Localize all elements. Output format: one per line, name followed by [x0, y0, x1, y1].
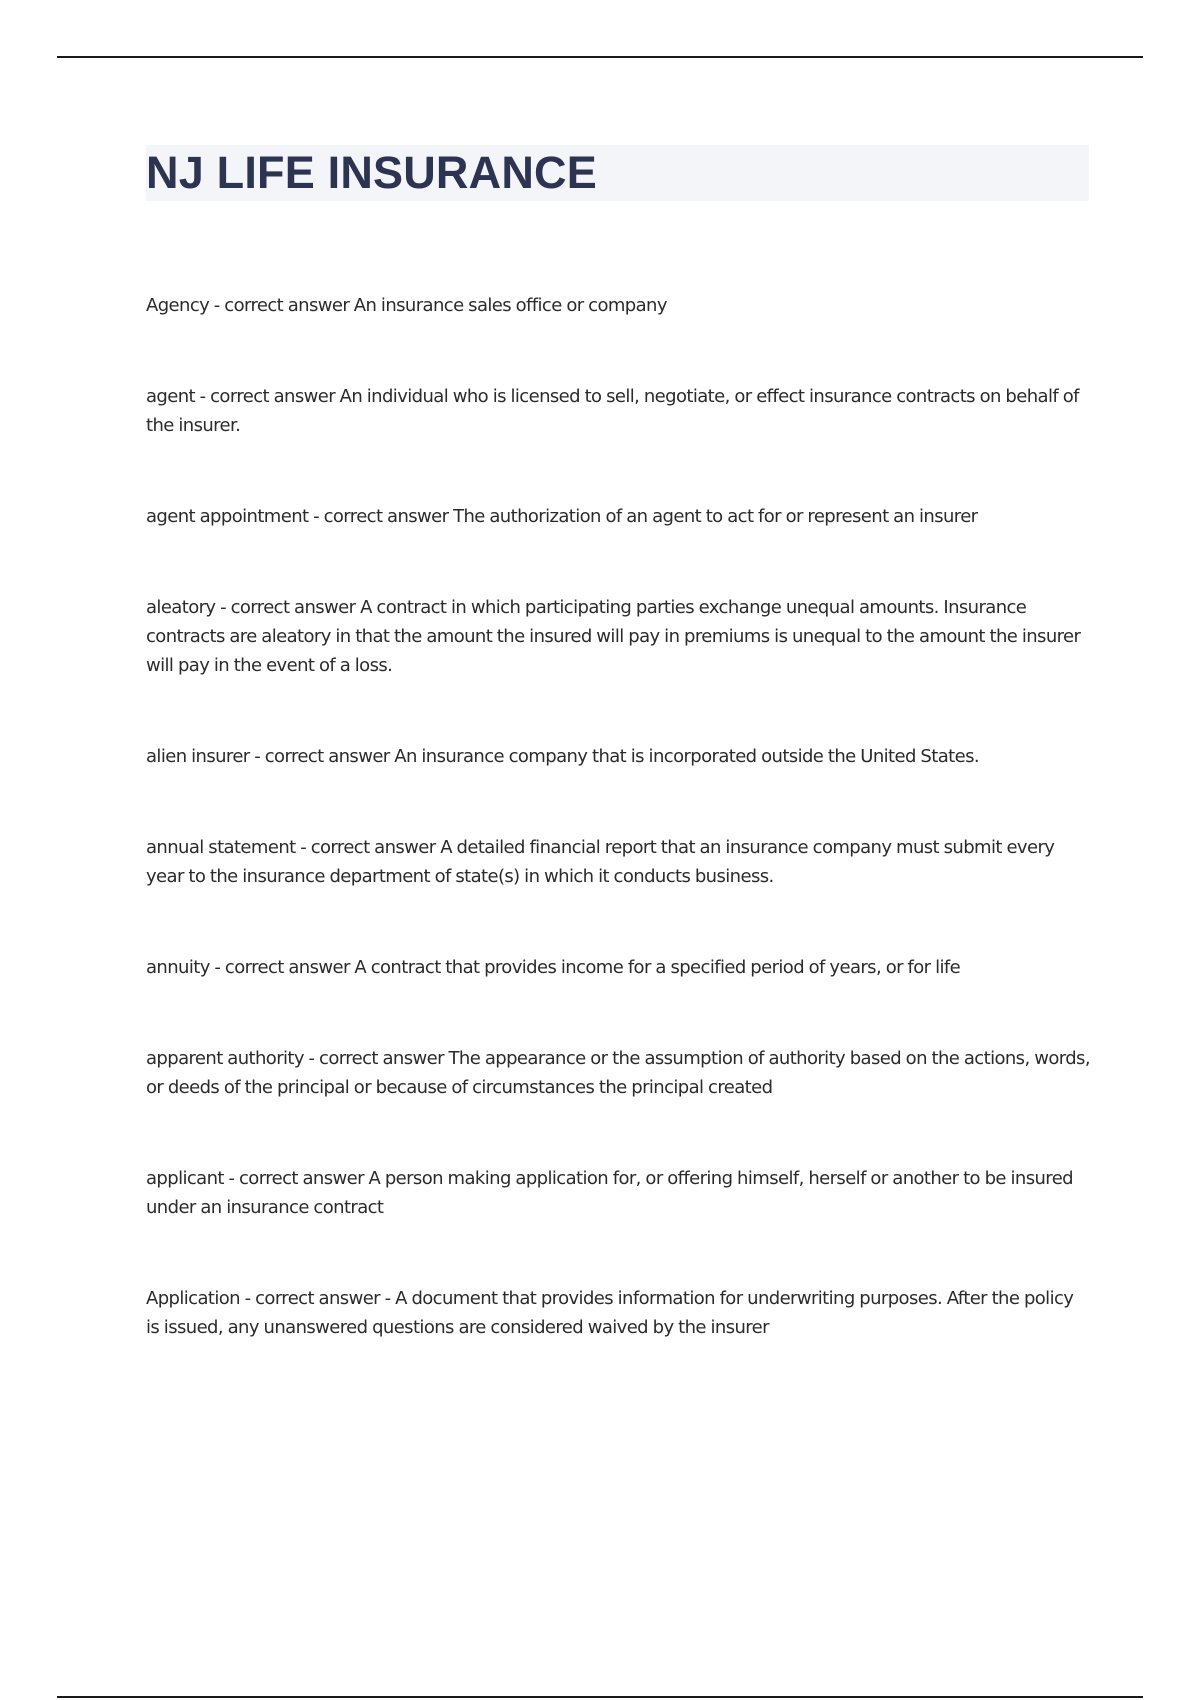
- definition-list: [146, 291, 1091, 1404]
- bottom-rule: [57, 1696, 1143, 1698]
- top-rule: [57, 56, 1143, 58]
- definition-entry: Agency - correct answer An insurance sales office or company: [146, 295, 667, 316]
- definition-entry: apparent authority - correct answer The appearance or the assumption of authority based on the actions, words, or deeds of the principal or because of circumstances the principal created: [146, 1048, 1090, 1098]
- definition-entry: alien insurer - correct answer An insurance company that is incorporated outside the United States.: [146, 746, 979, 767]
- definition-entry: agent appointment - correct answer The authorization of an agent to act for or represent an insurer: [146, 506, 978, 527]
- page-title: NJ LIFE INSURANCE: [146, 147, 597, 198]
- definition-entry: Application - correct answer - A document that provides information for underwriting purposes. After the policy is issued, any unanswered questions are considered waived by the insurer: [146, 1288, 1074, 1338]
- definition-entry: applicant - correct answer A person making application for, or offering himself, herself or another to be insured under an insurance contract: [146, 1168, 1073, 1218]
- definition-entry: aleatory - correct answer A contract in which participating parties exchange unequal amounts. Insurance contracts are aleatory in that the amount the insured will pay in premiums is unequal to the amount the insurer will pay in the event of a loss.: [146, 597, 1081, 676]
- definition-entry: agent - correct answer An individual who is licensed to sell, negotiate, or effect insurance contracts on behalf of the insurer.: [146, 386, 1079, 436]
- definition-entry: annual statement - correct answer A detailed financial report that an insurance company must submit every year to the insurance department of state(s) in which it conducts business.: [146, 837, 1055, 887]
- definition-entry: annuity - correct answer A contract that provides income for a specified period of years, or for life: [146, 957, 961, 978]
